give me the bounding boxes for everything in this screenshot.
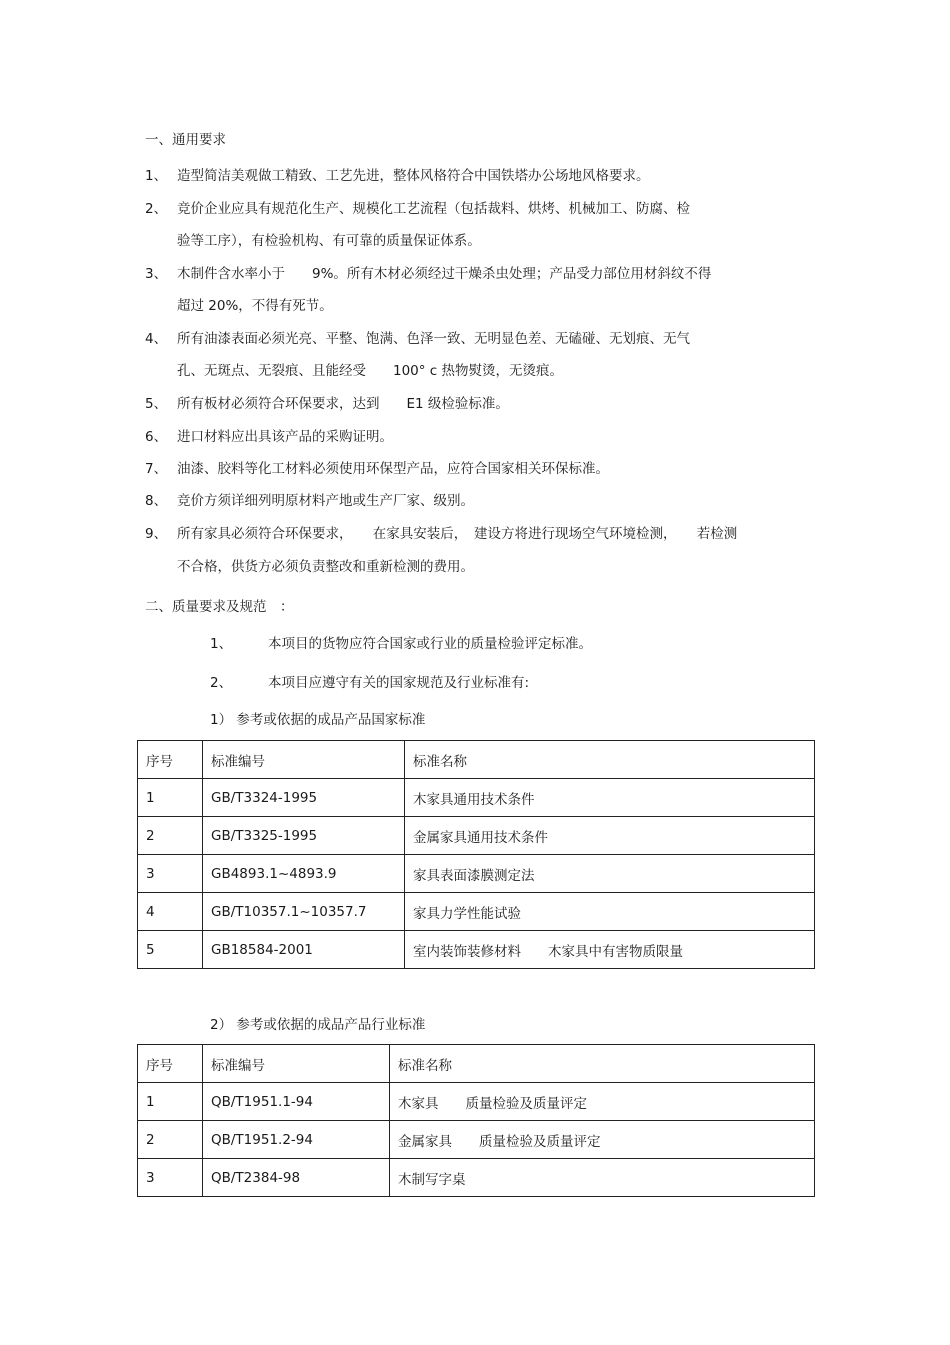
table-header-row <box>138 741 815 779</box>
table-cell: 2 <box>138 817 203 855</box>
column-header: 序号 <box>138 1045 203 1083</box>
item-text: 验等工序），有检验机构、有可靠的质量保证体系。 <box>177 233 481 249</box>
table-cell: GB18584-2001 <box>203 931 405 969</box>
national-standards-table <box>137 740 815 969</box>
item-text: 木制件含水率小于 9%。所有木材必须经过干燥杀虫处理；产品受力部位用材斜纹不得 <box>177 266 712 282</box>
table-cell: GB/T3324-1995 <box>203 779 405 817</box>
item-text: 所有油漆表面必须光亮、平整、饱满、色泽一致、无明显色差、无磕碰、无划痕、无气 <box>177 331 690 347</box>
table-row <box>138 1083 815 1121</box>
table-cell: GB/T10357.1~10357.7 <box>203 893 405 931</box>
item-number: 9、 <box>145 526 168 542</box>
item-text: 本项目的货物应符合国家或行业的质量检验评定标准。 <box>268 636 592 652</box>
table-cell: 1 <box>138 1083 203 1121</box>
table-row <box>138 817 815 855</box>
table-cell: QB/T2384-98 <box>203 1159 390 1197</box>
column-header: 标准名称 <box>405 741 815 779</box>
table-row <box>138 855 815 893</box>
table-cell: 4 <box>138 893 203 931</box>
item-number: 5、 <box>145 396 168 412</box>
table-cell: 木家具通用技术条件 <box>405 779 815 817</box>
table-cell: 3 <box>138 1159 203 1197</box>
table-caption-national: 1） 参考或依据的成品产品国家标准 <box>210 712 426 728</box>
table-row <box>138 779 815 817</box>
item-number: 4、 <box>145 331 168 347</box>
table-cell: GB4893.1~4893.9 <box>203 855 405 893</box>
table-cell: 5 <box>138 931 203 969</box>
table-cell: 室内装饰装修材料 木家具中有害物质限量 <box>405 931 815 969</box>
table-cell: 2 <box>138 1121 203 1159</box>
table-cell: GB/T3325-1995 <box>203 817 405 855</box>
column-header: 标准编号 <box>203 1045 390 1083</box>
column-header: 序号 <box>138 741 203 779</box>
column-header: 标准编号 <box>203 741 405 779</box>
item-number: 6、 <box>145 429 168 445</box>
table-cell: 家具表面漆膜测定法 <box>405 855 815 893</box>
table-cell: 家具力学性能试验 <box>405 893 815 931</box>
table-cell: 1 <box>138 779 203 817</box>
item-number: 1、 <box>210 636 233 652</box>
table-caption-industry: 2） 参考或依据的成品产品行业标准 <box>210 1017 426 1033</box>
item-text: 孔、无斑点、无裂痕、且能经受 100° c 热物熨烫，无烫痕。 <box>177 363 564 379</box>
section-heading-general: 一、通用要求 <box>145 132 226 148</box>
table-cell: 木制写字桌 <box>390 1159 815 1197</box>
item-text: 超过 20%，不得有死节。 <box>177 298 333 314</box>
item-number: 3、 <box>145 266 168 282</box>
item-text: 所有板材必须符合环保要求，达到 E1 级检验标准。 <box>177 396 509 412</box>
item-text: 所有家具必须符合环保要求， 在家具安装后， 建设方将进行现场空气环境检测， 若检测 <box>177 526 738 542</box>
item-text: 竞价方须详细列明原材料产地或生产厂家、级别。 <box>177 493 474 509</box>
item-text: 不合格，供货方必须负责整改和重新检测的费用。 <box>177 559 474 575</box>
item-text: 本项目应遵守有关的国家规范及行业标准有: <box>268 675 530 691</box>
table-cell: QB/T1951.1-94 <box>203 1083 390 1121</box>
table-row <box>138 1159 815 1197</box>
table-cell: 金属家具 质量检验及质量评定 <box>390 1121 815 1159</box>
item-number: 2、 <box>145 201 168 217</box>
table-cell: 3 <box>138 855 203 893</box>
industry-standards-table <box>137 1044 815 1197</box>
item-number: 8、 <box>145 493 168 509</box>
item-text: 油漆、胶料等化工材料必须使用环保型产品，应符合国家相关环保标准。 <box>177 461 609 477</box>
item-number: 7、 <box>145 461 168 477</box>
table-cell: QB/T1951.2-94 <box>203 1121 390 1159</box>
table-cell: 木家具 质量检验及质量评定 <box>390 1083 815 1121</box>
column-header: 标准名称 <box>390 1045 815 1083</box>
table-row <box>138 1121 815 1159</box>
item-number: 1、 <box>145 168 168 184</box>
table-row <box>138 893 815 931</box>
section-heading-quality: 二、质量要求及规范 ： <box>145 599 294 615</box>
item-text: 造型简洁美观做工精致、工艺先进，整体风格符合中国铁塔办公场地风格要求。 <box>177 168 650 184</box>
item-text: 进口材料应出具该产品的采购证明。 <box>177 429 393 445</box>
table-header-row <box>138 1045 815 1083</box>
table-cell: 金属家具通用技术条件 <box>405 817 815 855</box>
item-number: 2、 <box>210 675 233 691</box>
item-text: 竞价企业应具有规范化生产、规模化工艺流程（包括裁料、烘烤、机械加工、防腐、检 <box>177 201 690 217</box>
table-row <box>138 931 815 969</box>
